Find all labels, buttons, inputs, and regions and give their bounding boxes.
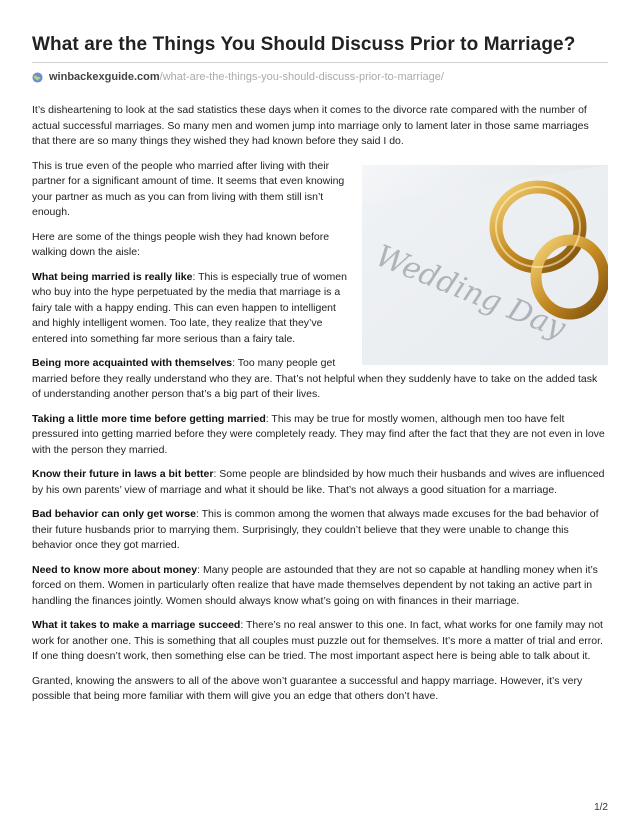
page-title: What are the Things You Should Discuss Prior to Marriage? [32,34,576,55]
wedding-rings-image [362,165,608,365]
list-item [32,563,608,610]
list-item [32,412,608,459]
paragraph-2: This is true even of the people who married after living with their partner for a significant amount of time. It seems that even knowing your partner as much as you can from living with them still isn’t enough. [32,159,345,218]
item-text: : This may be true for mostly women, although men too have felt pressured into getting married before they were completely ready. They may find after the fact that they are not even in love with the person they married. [32,412,605,456]
paragraph-3: Here are some of the things people wish they had known before walking down the aisle: [32,230,330,258]
document-page [32,0,608,714]
item-text: : This is common among the women that always made excuses for the bad behavior of their future husbands prior to marrying them. Surprisingly, they couldn’t believe that they were unable to change this behavior once they got married. [32,508,599,551]
intro-paragraph: It’s disheartening to look at the sad statistics these days when it comes to the divorce rate compared with the number of actual successful marriages. So many men and women jump into marriage only to lament later in those same marriages that there are so many things they wished they had known before they said I do. [32,104,589,147]
item-text: : There’s no real answer to this one. In fact, what works for one family may not work for another one. This is something that all couples must puzzle out for themselves. It’s more a matter of trial and error. If one thing doesn’t work, then something else can be tried. The most important aspect here is being able to talk about it. [32,619,603,662]
image-script-text: Wedding Day [370,237,571,346]
item-heading: What being married is really like [32,270,193,283]
item-text: : This is especially true of women who buy into the hype perpetuated by the media that marriage is a fairy tale with a happy ending. This can even happen to intelligent and highly intelligent women. Too late, they realize that they’ve entered into something far more serious than a fairy tale. [32,270,347,345]
source-domain-link[interactable]: winbackexguide.com [49,71,160,83]
item-heading: Taking a little more time before getting married [32,412,266,425]
list-item [32,618,608,665]
source-line [32,70,608,84]
source-path-link[interactable]: /what-are-the-things-you-should-discuss-prior-to-marriage/ [159,71,444,83]
conclusion-paragraph: Granted, knowing the answers to all of the above won’t guarantee a successful and happy marriage. However, it’s very possible that being more familiar with them will give you an edge that others don’t have. [32,674,583,702]
list-item [32,507,608,554]
item-heading: Being more acquainted with themselves [32,357,233,369]
title-divider [32,62,608,63]
item-heading: Need to know more about money [32,563,198,576]
item-text: : Too many people get married before they really understand who they are. That’s not helpful when they suddenly have to take on the added task of understanding another person that’s a big part of their lives. [32,357,598,400]
globe-icon [32,72,43,83]
item-text: : Some people are blindsided by how much their husbands and wives are influenced by his own parents’ view of marriage and what it should be like. That’s not always a good situation for a marriage. [32,468,605,496]
item-heading: What it takes to make a marriage succeed [32,619,241,631]
page-number: 1/2 [594,802,608,813]
item-heading: Bad behavior can only get worse [32,508,196,520]
item-heading: Know their future in laws a bit better [32,468,214,480]
item-text: : Many people are astounded that they are not so capable at handling money when it’s forced on them. Women in particularly often realize that have made themselves dependent by not taking an active part in handling the finances jointly. Women should always know what’s going on with finances in their marriage. [32,563,598,607]
list-item [32,467,608,498]
